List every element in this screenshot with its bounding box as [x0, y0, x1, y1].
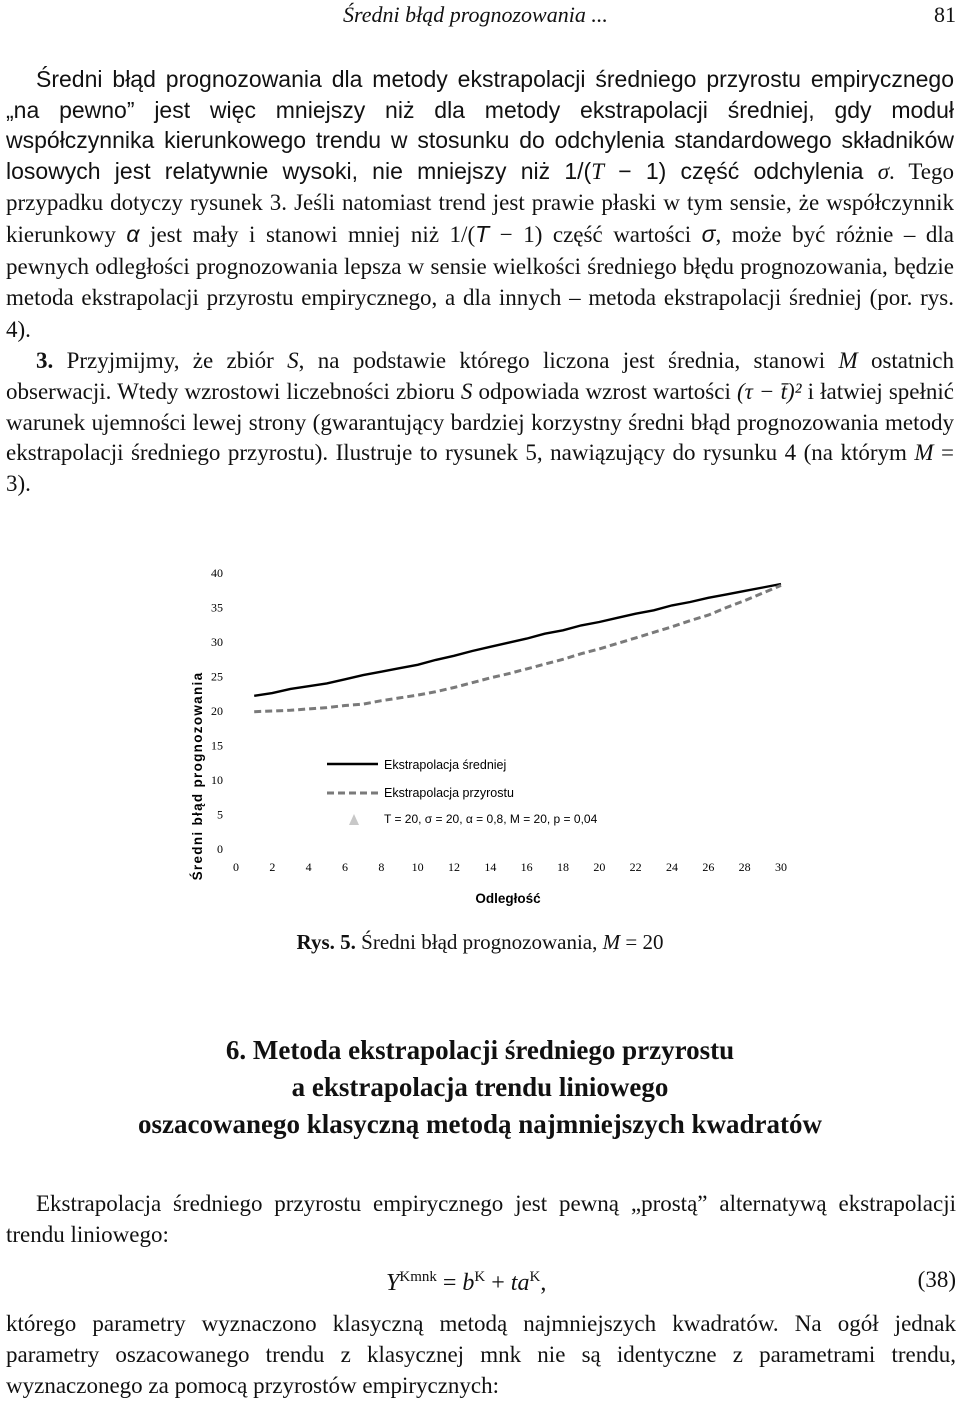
- y-tick-label: 0: [217, 842, 223, 856]
- p1-text-5: − 1) część wartości: [489, 221, 702, 247]
- p2-M: M: [838, 348, 858, 374]
- p2-text-6: = 3).: [6, 440, 954, 496]
- x-tick-label: 20: [593, 860, 606, 874]
- page-number: 81: [934, 2, 956, 27]
- x-tick-label: 22: [629, 860, 642, 874]
- x-tick-label: 6: [342, 860, 348, 874]
- legend-label-przyrost: Ekstrapolacja przyrostu: [384, 786, 514, 800]
- heading-line-3: oszacowanego klasyczną metodą najmniejszych kwadratów: [138, 1109, 822, 1139]
- formula-plus: +: [485, 1270, 511, 1296]
- y-tick-label: 35: [211, 600, 223, 615]
- p2-text-5: i łatwiej spełnić warunek ujemności lewej strony (gwarantujący bardziej korzystny średni błąd prognozowania metody ekstrapolacji średniego przyrostu). Ilustruje to rysunek 5, nawiązujący do rysunku 4 (na którym: [6, 378, 954, 466]
- series-line-ekstrapolacja-sredniej: [254, 584, 781, 696]
- formula-38: [386, 1262, 546, 1299]
- legend-params: T = 20, σ = 20, α = 0,8, M = 20, p = 0,04: [384, 812, 598, 826]
- formula-eq: =: [436, 1270, 463, 1296]
- formula-b-sup: K: [474, 1269, 486, 1285]
- x-tick-label: 8: [378, 860, 385, 874]
- section-paragraph-2: którego parametry wyznaczono klasyczną metodą najmniejszych kwadratów. Na ogół jednak parametry oszacowanego trendu z klasycznej mnk nie są identyczne z parametrami trendu, wyznaczonego za pomocą przyrostów empirycznych:: [6, 1311, 956, 1398]
- body-text: [6, 64, 954, 499]
- caption-text-2: = 20: [620, 930, 664, 954]
- heading-line-1: 6. Metoda ekstrapolacji średniego przyrostu: [225, 1035, 735, 1065]
- paragraph-1: [6, 64, 954, 345]
- y-tick-labels: [211, 566, 223, 856]
- x-tick-label: 24: [666, 860, 678, 874]
- series-group: [254, 584, 781, 712]
- heading-line-2: a ekstrapolacja trendu liniowego: [291, 1072, 669, 1102]
- x-tick-label: 16: [520, 860, 533, 874]
- x-tick-labels: [233, 860, 787, 874]
- y-tick-label: 15: [211, 738, 223, 753]
- x-tick-label: 18: [557, 860, 569, 874]
- figure-5: [0, 556, 960, 936]
- section-heading: [0, 1032, 960, 1143]
- paragraph-2: [6, 346, 954, 499]
- p2-text-3: ostatnich obserwacji. Wtedy wzrostowi liczebności zbioru: [6, 348, 955, 404]
- y-tick-label: 25: [211, 669, 223, 684]
- page-header: [0, 2, 956, 32]
- p2-text-2: , na podstawie którego liczona jest średnia, stanowi: [298, 348, 839, 374]
- p2-number: 3.: [36, 348, 54, 374]
- p2-M-2: M: [914, 440, 934, 466]
- caption-label: Rys. 5.: [296, 930, 356, 954]
- formula-number: (38): [917, 1267, 956, 1292]
- x-tick-label: 28: [738, 860, 751, 874]
- p1-alpha: α: [126, 220, 140, 247]
- line-chart: [0, 556, 960, 936]
- p2-S: S: [287, 348, 299, 374]
- p1-text-4: jest mały i stanowi mniej niż 1/(: [139, 221, 476, 247]
- p1-text-1: Średni błąd prognozowania dla metody ekstrapolacji średniego przyrostu empirycznego „na pewno” jest więc mniejszy niż dla metody ekstrapolacji średniej, gdy moduł współczynnika kierunkowego trendu w stosunku do odchylenia standardowego składników losowych jest relatywnie wysoki, nie mniejszy niż 1/(: [6, 66, 954, 184]
- section-text: [6, 1188, 956, 1401]
- x-tick-label: 10: [411, 860, 424, 874]
- formula-comma: ,: [540, 1270, 547, 1296]
- formula-Y: Y: [386, 1270, 400, 1296]
- p2-expression: (τ − t̄)²: [736, 378, 802, 404]
- y-axis-label: Średni błąd prognozowania: [190, 671, 205, 881]
- x-axis-label: Odległość: [475, 891, 541, 906]
- y-tick-label: 20: [211, 704, 223, 718]
- x-tick-label: 30: [775, 860, 787, 874]
- formula-b: b: [462, 1270, 475, 1296]
- x-tick-label: 4: [305, 860, 312, 874]
- x-tick-label: 12: [448, 860, 460, 874]
- chart-legend: [327, 758, 598, 826]
- figure-caption: [0, 930, 960, 955]
- p2-S-2: S: [460, 378, 473, 404]
- p1-T: T: [591, 158, 604, 184]
- p1-text-2: − 1) część odchylenia: [604, 157, 878, 184]
- formula-ta: ta: [510, 1270, 530, 1296]
- y-tick-label: 30: [211, 635, 223, 649]
- p1-sigma: σ: [877, 158, 890, 184]
- y-tick-label: 40: [211, 566, 223, 580]
- y-tick-label: 5: [217, 807, 223, 822]
- caption-M: M: [602, 930, 621, 954]
- x-tick-label: 26: [702, 860, 715, 874]
- legend-label-srednia: Ekstrapolacja średniej: [384, 758, 507, 772]
- p2-text-1: Przyjmijmy, że zbiór: [53, 348, 288, 374]
- p1-sigma-2: σ: [701, 220, 716, 247]
- p1-T-2: T: [475, 220, 490, 247]
- running-head: Średni błąd prognozowania ...: [343, 2, 608, 27]
- legend-triangle-marker: [349, 814, 359, 825]
- formula-Y-sup: Kmnk: [399, 1269, 437, 1285]
- y-tick-label: 10: [211, 773, 223, 787]
- p1-text-3: . Tego przypadku dotyczy rysunek 3. Jeśli natomiast trend jest prawie płaski w tym sensie, że współczynnik kierunkowy: [6, 158, 955, 247]
- formula-line: [6, 1250, 956, 1308]
- x-tick-label: 14: [484, 860, 497, 874]
- p2-text-4: odpowiada wzrost wartości: [472, 378, 737, 404]
- x-tick-label: 2: [269, 860, 276, 874]
- section-paragraph-1: Ekstrapolacja średniego przyrostu empirycznego jest pewną „prostą” alternatywą ekstrapolacji trendu liniowego:: [6, 1191, 956, 1247]
- series-line-ekstrapolacja-przyrostu: [254, 585, 781, 711]
- x-tick-label: 0: [233, 860, 239, 874]
- caption-text: Średni błąd prognozowania,: [355, 930, 603, 954]
- p1-text-6: , może być różnie – dla pewnych odległości prognozowania lepsza w sensie wielkości średniego błędu prognozowania, będzie metoda ekstrapolacji przyrostu empirycznego, a dla innych – metoda ekstrapolacji średniej (por. rys. 4).: [6, 221, 954, 342]
- formula-a-sup: K: [529, 1269, 541, 1285]
